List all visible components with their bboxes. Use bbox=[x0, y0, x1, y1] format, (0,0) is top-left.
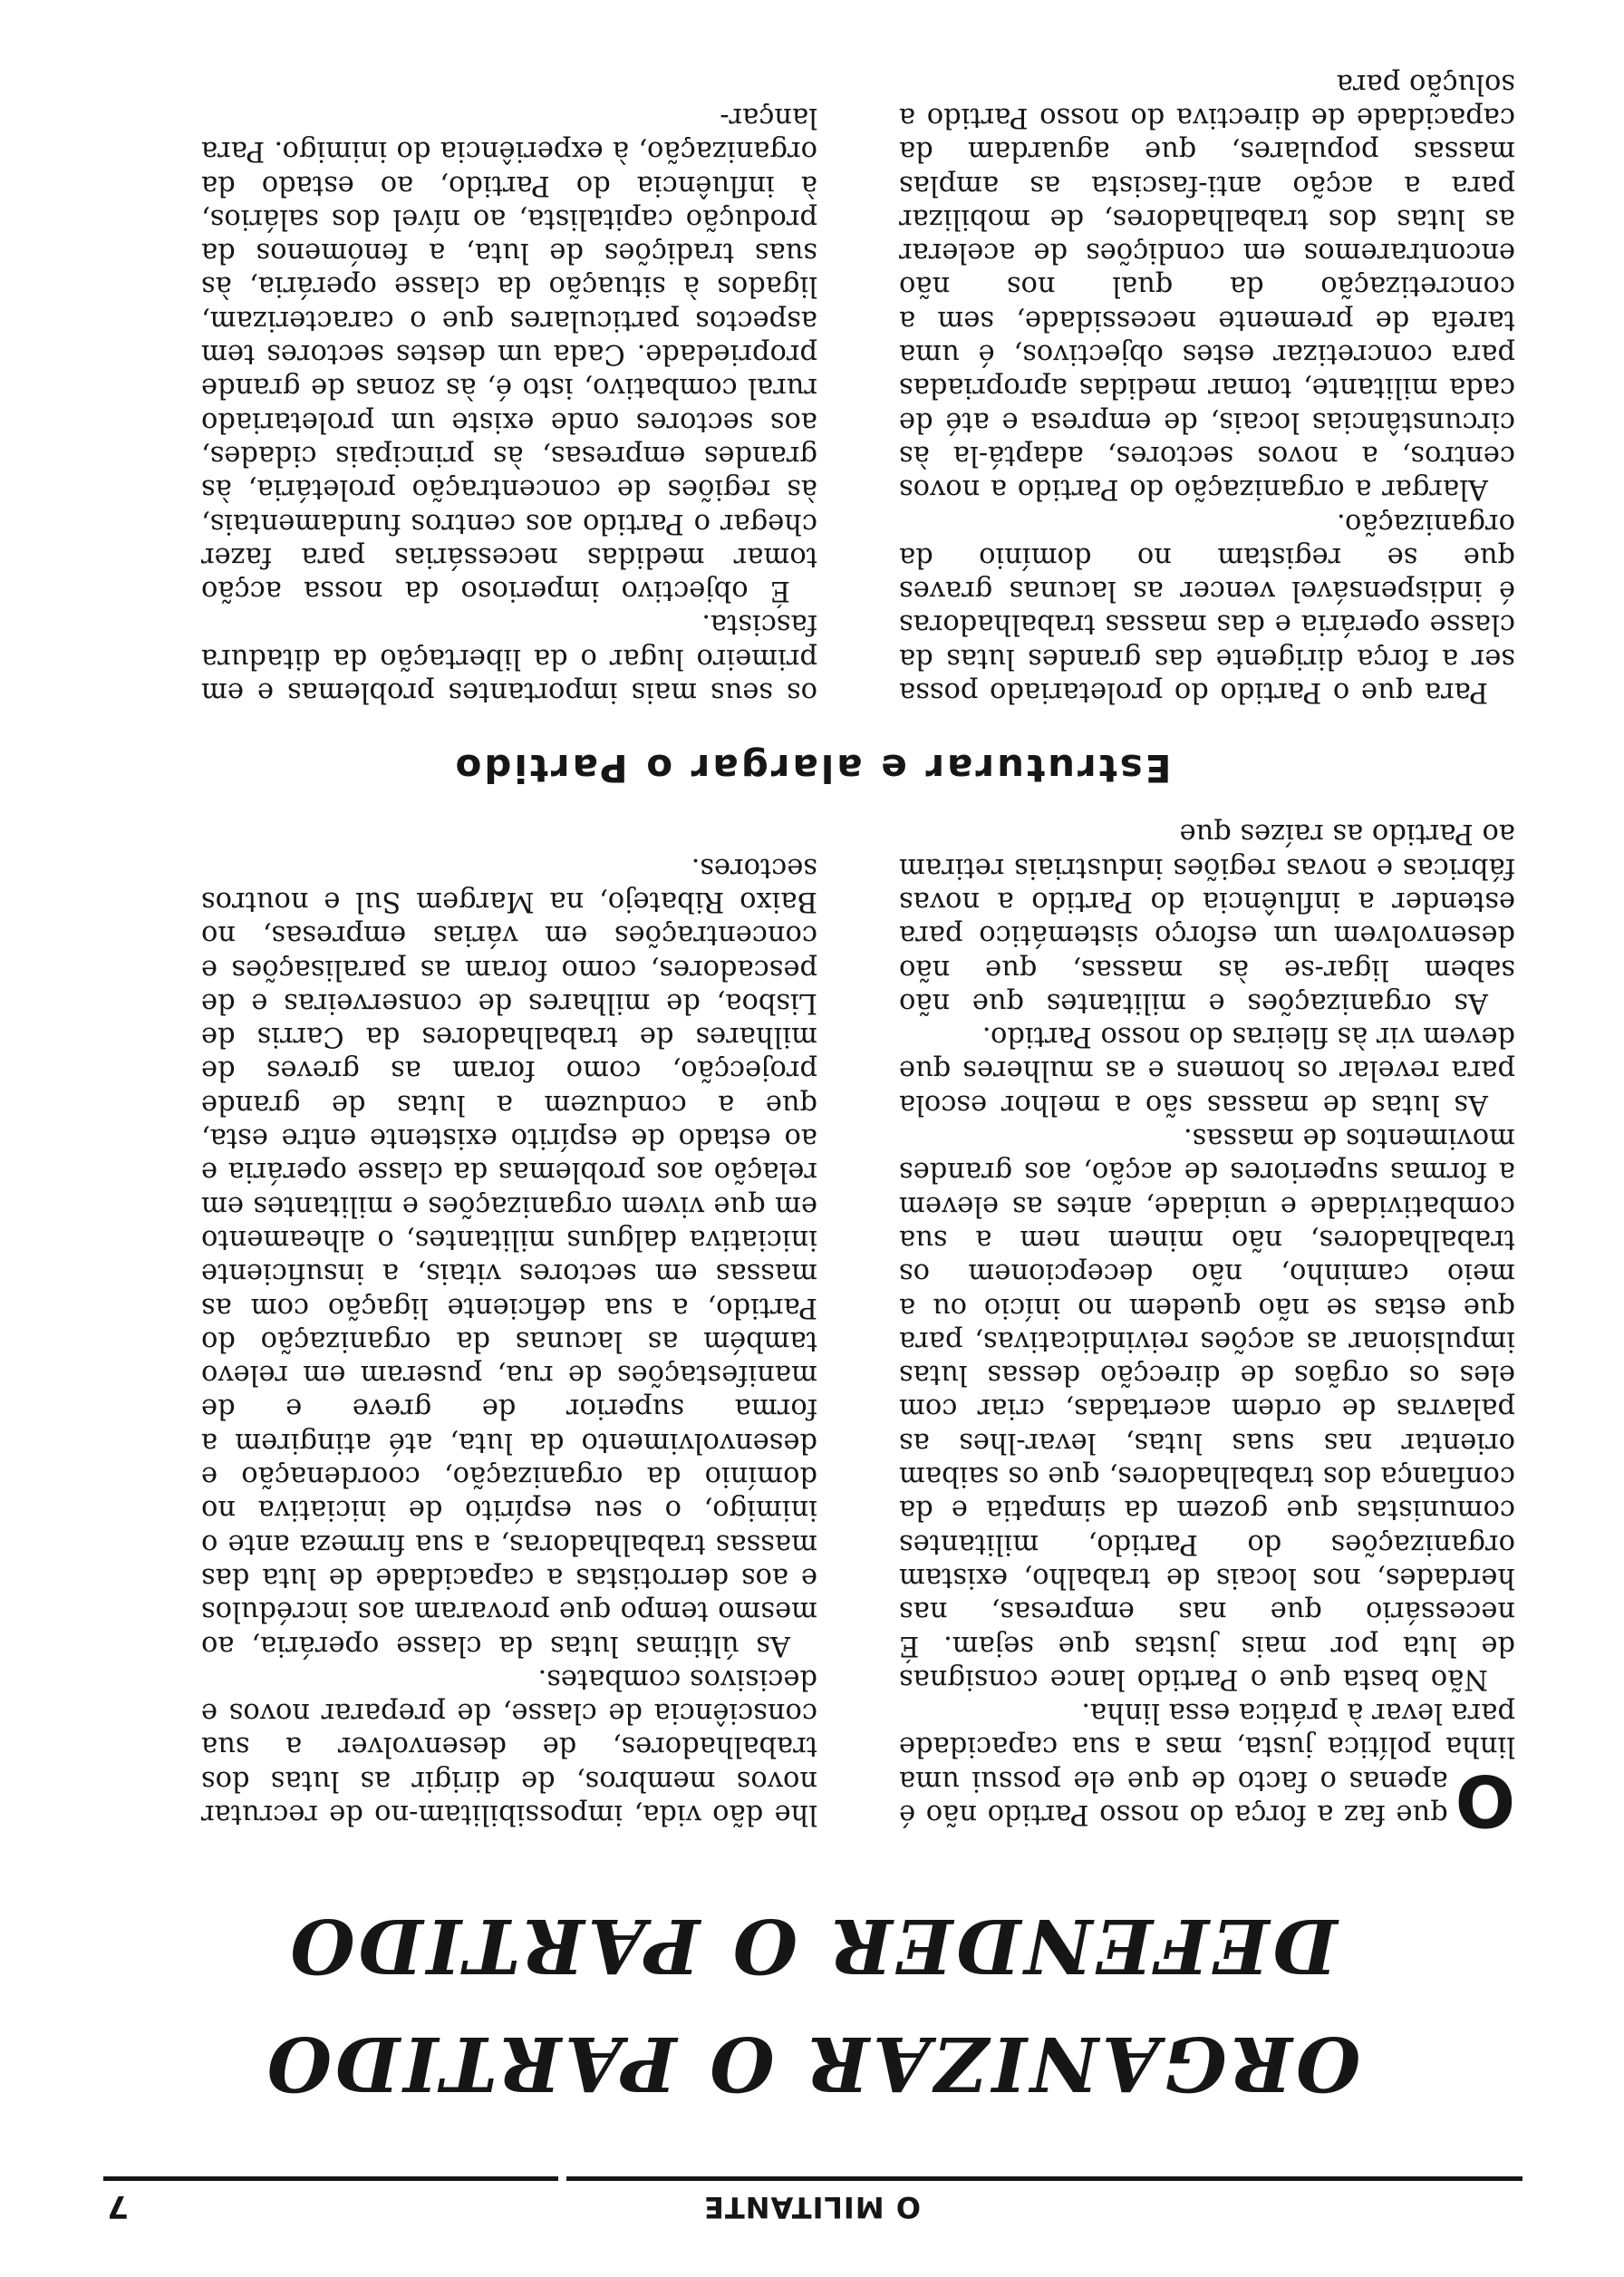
paragraph: Alargar a organização do Partido a novos centros, a novos sectores, adaptá-la às circunstâncias locais, de empresa e até de cada militante, tomar medidas apropriadas para concretizar estes objectivos, é uma tarefa de premente necessidade, sem a concretização da qual nos não encontraremos em condições de acelerar as lutas dos trabalhadores, de mobilizar para a acção anti-fascista as amplas massas populares, que aguardam da capacidade de directiva do nosso Partido a solução para bbox=[899, 67, 1515, 506]
paragraph: Para que o Partido do proletariado possa ser a força dirigente das grandes lutas da classe operária e das massas trabalhadoras é indispensável vencer as lacunas graves que se registam no domínio da organização. bbox=[899, 507, 1515, 708]
headline-organizar: ORGANIZAR O PARTIDO bbox=[263, 2020, 1361, 2107]
paragraph: As últimas lutas da classe operária, ao mesmo tempo que provaram aos incrédulos e aos derrotistas a capacidade de luta das massas trabalhadoras, a sua firmeza ante o inimigo, o seu espírito de iniciativa no domínio da organização, coordenação e desenvolvimento da luta, até atingirem a forma superior de greve e de manifestações de rua, puseram em relevo também as lacunas da organização do Partido, a sua deficiente ligação com as massas em sectores vitais, a insuficiente iniciativa dalguns militantes, o alheamento em que vivem organizações e militantes em relação aos problemas da classe operária e ao estado de espírito existente entre esta, que a conduzem a lutas de grande projecção, como foram as greves de milhares de trabalhadores da Carris de Lisboa, de milhares de conserveiras e de pescadores, como foram as paralisações e concentrações em várias empresas, no Baixo Ribatejo, na Margem Sul e noutros sectores. bbox=[201, 851, 817, 1662]
paragraph: É objectivo imperioso da nossa acção tomar medidas necessárias para fazer chegar o Partido aos centros fundamentais, às regiões de concentração proletária, às grandes empresas, às principais cidades, aos sectores onde existe um proletariado rural combativo, isto é, às zonas de grande propriedade. Cada um destes sectores tem aspectos particulares que o caracterizam, ligados à situação da classe operária, às suas tradições de luta, a fenómenos da produção capitalista, ao nível dos salários, à influência do Partido, ao estado da organização, à experiência do inimigo. Para lançar- bbox=[201, 101, 817, 607]
publication-title: O MILITANTE bbox=[703, 2190, 921, 2224]
article1-column-left bbox=[899, 817, 1515, 1840]
article2-column-right bbox=[201, 101, 817, 709]
running-header bbox=[0, 2188, 1624, 2224]
paragraph: Não basta que o Partido lance consignas de luta por mais justas que sejam. É necessário que nas empresas, nas herdades, nos locais de trabalho, existam organizações do Partido, militantes comunistas que gozem da simpatia e da confiança dos trabalhadores, que os saibam orientar nas suas lutas, levar-lhes as palavras de ordem acertadas, criar com eles os orgãos de direcção dessas lutas impulsionar as acções reivindicativas, para que estas se não quedem no início ou a meio caminho, não decepcionem os trabalhadores, não minem nem a sua combatividade e unidade, antes as elevem a formas superiores de acção, aos grandes movimentos de massas. bbox=[899, 1122, 1515, 1695]
header-rule-right bbox=[103, 2176, 558, 2181]
section-heading: Estruturar e alargar o Partido bbox=[452, 746, 1172, 790]
article1-column-right bbox=[201, 850, 817, 1831]
drop-cap: O bbox=[1455, 1759, 1515, 1840]
paragraph: As organizações e militantes que não sabem ligar-se às massas, que não desenvolvem um esforço sistemático para estender a influência do Partido a novas fábricas e novas regiões industriais retiram ao Partido as raízes que bbox=[899, 818, 1515, 1019]
article2-column-left bbox=[899, 66, 1515, 709]
paragraph: os seus mais importantes problemas e em primeiro lugar o da libertação da ditadura fascista. bbox=[201, 608, 817, 708]
paragraph: que faz a força do nosso Partido não é apenas o facto de que ele possui uma linha política justa, mas a sua capacidade para levar à prática essa linha. bbox=[899, 1697, 1515, 1830]
page-number: 7 bbox=[107, 2188, 129, 2224]
paragraph: As lutas de massas são a melhor escola para revelar os homens e as mulheres que devem vir às fileiras do nosso Partido. bbox=[899, 1021, 1515, 1120]
paragraph: lhe dão vida, impossibilitam-no de recrutar novos membros, de dirigir as lutas dos trabalhadores, de desenvolver a sua consciência de classe, de preparar novos e decisivos combates. bbox=[201, 1662, 817, 1830]
headline-defender: DEFENDER O PARTIDO bbox=[286, 1902, 1338, 1989]
header-rule-left bbox=[566, 2176, 1522, 2181]
